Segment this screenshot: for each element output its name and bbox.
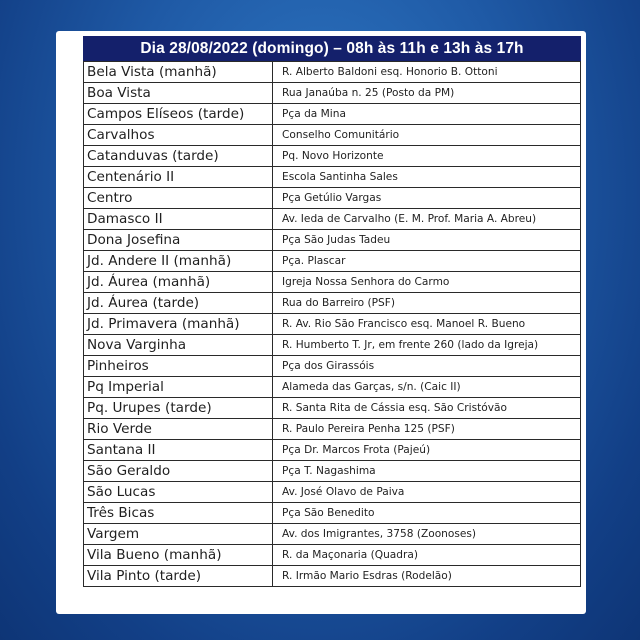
location-cell: Escola Santinha Sales [273,167,581,188]
location-cell: Pça dos Girassóis [273,356,581,377]
location-cell: R. Humberto T. Jr, em frente 260 (lado da Igreja) [273,335,581,356]
neighborhood-cell: Pinheiros [84,356,273,377]
table-row [84,524,581,545]
neighborhood-cell: Dona Josefina [84,230,273,251]
location-cell: Alameda das Garças, s/n. (Caic II) [273,377,581,398]
schedule-table [83,61,581,587]
location-cell: Pça da Mina [273,104,581,125]
table-row [84,335,581,356]
table-row [84,230,581,251]
neighborhood-cell: Rio Verde [84,419,273,440]
neighborhood-cell: Vargem [84,524,273,545]
table-row [84,209,581,230]
location-cell: Igreja Nossa Senhora do Carmo [273,272,581,293]
neighborhood-cell: Pq. Urupes (tarde) [84,398,273,419]
table-row [84,461,581,482]
neighborhood-cell: Centenário II [84,167,273,188]
table-row [84,503,581,524]
table-row [84,440,581,461]
location-cell: R. Irmão Mario Esdras (Rodelão) [273,566,581,587]
neighborhood-cell: Vila Pinto (tarde) [84,566,273,587]
table-row [84,146,581,167]
location-cell: Pça Dr. Marcos Frota (Pajeú) [273,440,581,461]
location-cell: Pça Getúlio Vargas [273,188,581,209]
table-row [84,62,581,83]
neighborhood-cell: Pq Imperial [84,377,273,398]
neighborhood-cell: Três Bicas [84,503,273,524]
table-row [84,167,581,188]
location-cell: Pq. Novo Horizonte [273,146,581,167]
location-cell: R. Alberto Baldoni esq. Honorio B. Ottoni [273,62,581,83]
neighborhood-cell: Nova Varginha [84,335,273,356]
table-row [84,83,581,104]
neighborhood-cell: Jd. Áurea (manhã) [84,272,273,293]
neighborhood-cell: São Geraldo [84,461,273,482]
neighborhood-cell: Jd. Andere II (manhã) [84,251,273,272]
location-cell: Av. dos Imigrantes, 3758 (Zoonoses) [273,524,581,545]
neighborhood-cell: Boa Vista [84,83,273,104]
table-row [84,314,581,335]
location-cell: R. Santa Rita de Cássia esq. São Cristóvão [273,398,581,419]
table-row [84,104,581,125]
table-row [84,125,581,146]
location-cell: Conselho Comunitário [273,125,581,146]
location-cell: Pça T. Nagashima [273,461,581,482]
location-cell: Av. Ieda de Carvalho (E. M. Prof. Maria A. Abreu) [273,209,581,230]
neighborhood-cell: Carvalhos [84,125,273,146]
location-cell: R. Paulo Pereira Penha 125 (PSF) [273,419,581,440]
neighborhood-cell: Campos Elíseos (tarde) [84,104,273,125]
location-cell: Pça São Judas Tadeu [273,230,581,251]
table-row [84,482,581,503]
schedule-header: Dia 28/08/2022 (domingo) – 08h às 11h e 13h às 17h [83,36,581,61]
table-row [84,566,581,587]
location-cell: Rua do Barreiro (PSF) [273,293,581,314]
schedule-card [56,31,586,614]
location-cell: R. Av. Rio São Francisco esq. Manoel R. Bueno [273,314,581,335]
location-cell: Pça São Benedito [273,503,581,524]
location-cell: Rua Janaúba n. 25 (Posto da PM) [273,83,581,104]
table-row [84,545,581,566]
table-row [84,398,581,419]
neighborhood-cell: Bela Vista (manhã) [84,62,273,83]
neighborhood-cell: Jd. Primavera (manhã) [84,314,273,335]
table-row [84,356,581,377]
neighborhood-cell: Centro [84,188,273,209]
neighborhood-cell: Jd. Áurea (tarde) [84,293,273,314]
table-row [84,251,581,272]
schedule-rows [84,62,581,587]
table-row [84,188,581,209]
table-row [84,272,581,293]
neighborhood-cell: Damasco II [84,209,273,230]
neighborhood-cell: Catanduvas (tarde) [84,146,273,167]
neighborhood-cell: São Lucas [84,482,273,503]
table-row [84,377,581,398]
neighborhood-cell: Santana II [84,440,273,461]
neighborhood-cell: Vila Bueno (manhã) [84,545,273,566]
location-cell: Av. José Olavo de Paiva [273,482,581,503]
table-row [84,419,581,440]
table-row [84,293,581,314]
location-cell: Pça. Plascar [273,251,581,272]
location-cell: R. da Maçonaria (Quadra) [273,545,581,566]
